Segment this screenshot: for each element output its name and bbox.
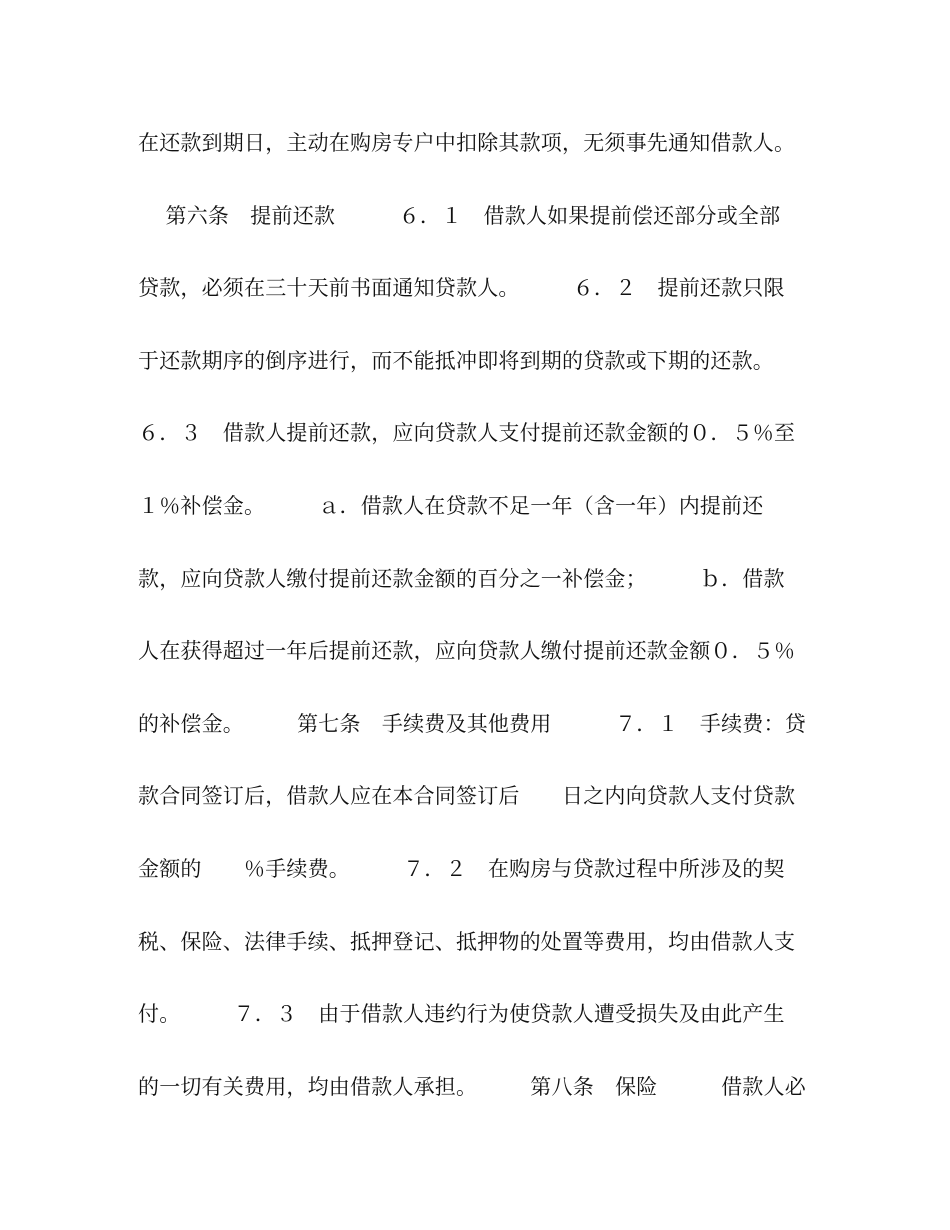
text-line: 付。 ７．３ 由于借款人违约行为使贷款人遭受损失及由此产生 xyxy=(138,1002,785,1027)
text-line: 在还款到期日，主动在购房专户中扣除其款项，无须事先通知借款人。 xyxy=(138,131,796,155)
text-line: ６．３ 借款人提前还款，应向贷款人支付提前还款金额的０．５％至 xyxy=(138,421,796,446)
text-line: 第六条 提前还款 ６．１ 借款人如果提前偿还部分或全部 xyxy=(138,203,781,228)
text-line: １％补偿金。 ａ．借款人在贷款不足一年（含一年）内提前还 xyxy=(138,493,764,518)
text-line: 款合同签订后，借款人应在本合同签订后 日之内向贷款人支付贷款 xyxy=(138,784,796,809)
text-line: 的一切有关费用，均由借款人承担。 第八条 保险 借款人必 xyxy=(138,1074,806,1099)
text-line: 的补偿金。 第七条 手续费及其他费用 ７．１ 手续费：贷 xyxy=(138,711,806,736)
text-line: 于还款期序的倒序进行，而不能抵冲即将到期的贷款或下期的还款。 xyxy=(138,348,774,373)
text-line: 金额的 ％手续费。 ７．２ 在购房与贷款过程中所涉及的契 xyxy=(138,856,785,881)
text-line: 税、保险、法律手续、抵押登记、抵押物的处置等费用，均由借款人支 xyxy=(138,929,796,954)
text-line: 款，应向贷款人缴付提前还款金额的百分之一补偿金； ｂ．借款 xyxy=(138,566,785,591)
text-line: 人在获得超过一年后提前还款，应向贷款人缴付提前还款金额０．５％ xyxy=(138,639,796,664)
document-body xyxy=(138,123,828,1139)
text-line: 贷款，必须在三十天前书面通知贷款人。 ６．２ 提前还款只限 xyxy=(138,276,785,301)
